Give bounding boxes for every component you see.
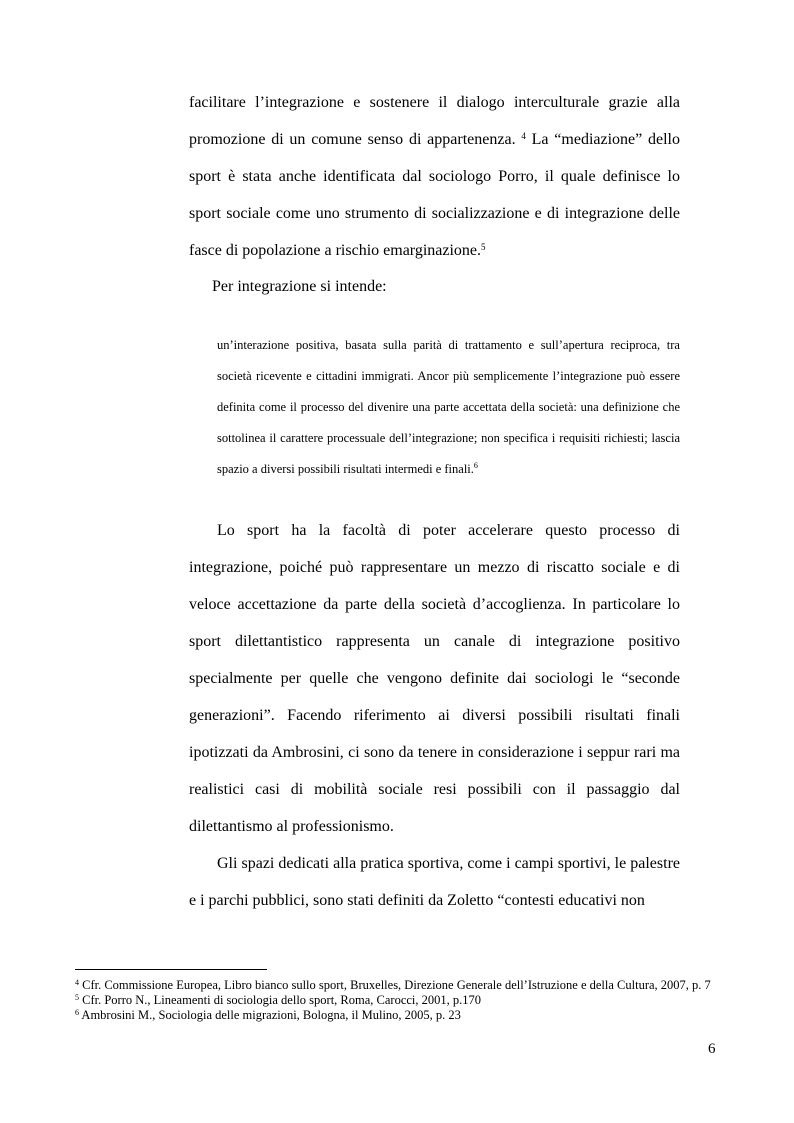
- footnote-number: 4: [75, 978, 79, 987]
- footnote-text: Ambrosini M., Sociologia delle migrazioni, Bologna, il Mulino, 2005, p. 23: [79, 1008, 461, 1022]
- footnote-4: [75, 978, 720, 993]
- quote-text: un’interazione positiva, basata sulla parità di trattamento e sull’apertura reciproca, tra società ricevente e cittadini immigrati. Ancor più semplicemente l’integrazione può essere definita come il processo del divenire una parte accettata della società: una definizione che sottolinea il carattere processuale dell’integrazione; non specifica i requisiti richiesti; lascia spazio a diversi possibili risultati intermedi e finali.: [217, 338, 680, 476]
- footnote-text: Cfr. Commissione Europea, Libro bianco sullo sport, Bruxelles, Direzione Generale dell’Istruzione e della Cultura, 2007, p. 7: [79, 978, 711, 992]
- body-paragraph-3: [189, 845, 680, 919]
- footnote-ref-5[interactable]: 5: [481, 242, 486, 252]
- paragraph-text: facilitare l’integrazione e sostenere il dialogo interculturale grazie alla promozione di un comune senso di appartenenza.: [189, 94, 680, 148]
- paragraph-text: Lo sport ha la facoltà di poter accelerare questo processo di integrazione, poiché può rappresentare un mezzo di riscatto sociale e di veloce accettazione da parte della società d’accoglienza. In particolare lo sport dilettantistico rappresenta un canale di integrazione positivo specialmente per quelle che vengono definite dai sociologi le “seconde generazioni”. Facendo riferimento ai diversi possibili risultati finali ipotizzati da Ambrosini, ci sono da tenere in considerazione i seppur rari ma realistici casi di mobilità sociale resi possibili con il passaggio dal dilettantismo al professionismo.: [189, 522, 680, 835]
- footnote-ref-6[interactable]: 6: [473, 461, 478, 470]
- block-quote: [217, 330, 680, 485]
- paragraph-text: Gli spazi dedicati alla pratica sportiva, come i campi sportivi, le palestre e i parchi pubblici, sono stati definiti da Zoletto “contesti educativi non: [189, 855, 680, 909]
- footnote-ref-4[interactable]: 4: [521, 131, 526, 141]
- page-number: 6: [708, 1041, 716, 1057]
- footnote-number: 5: [75, 993, 79, 1002]
- footnote-text: Cfr. Porro N., Lineamenti di sociologia dello sport, Roma, Carocci, 2001, p.170: [79, 993, 482, 1007]
- footnote-separator: [75, 969, 267, 970]
- paragraph-text: La “mediazione” dello sport è stata anche identificata dal sociologo Porro, il quale definisce lo sport sociale come uno strumento di socializzazione e di integrazione delle fasce di popolazione a rischio emarginazione.: [189, 131, 681, 259]
- footnote-6: [75, 1008, 720, 1023]
- quote-intro: Per integrazione si intende:: [212, 278, 387, 295]
- body-paragraph-2: [189, 512, 680, 845]
- footnotes: [75, 978, 720, 1023]
- footnote-5: [75, 993, 720, 1008]
- body-paragraph-1: [189, 84, 680, 269]
- footnote-number: 6: [75, 1008, 79, 1017]
